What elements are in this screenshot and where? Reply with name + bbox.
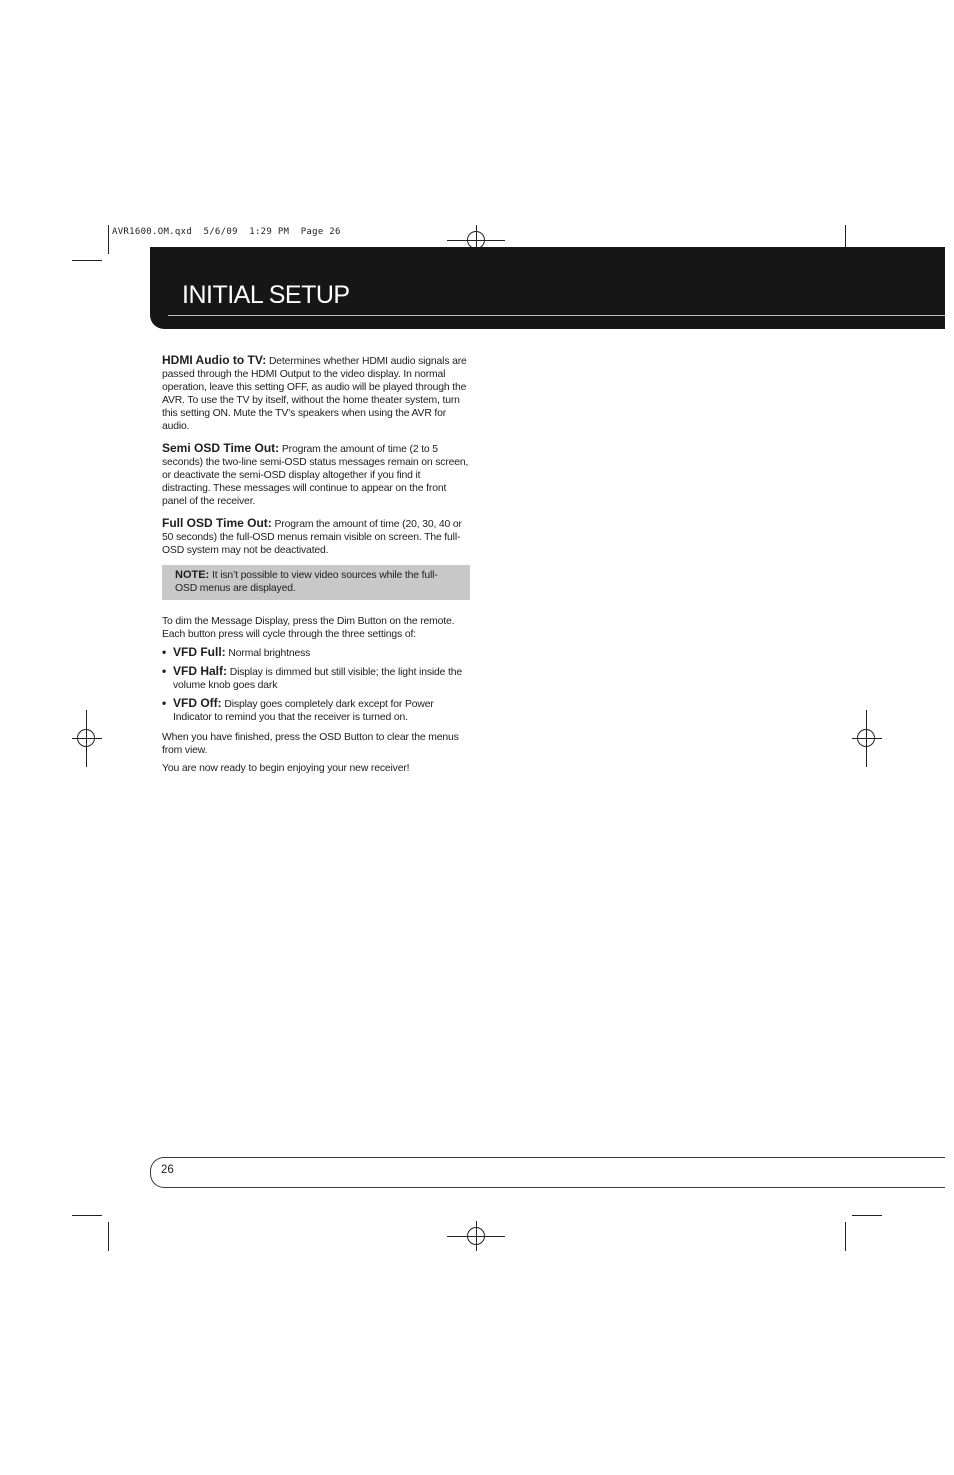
- registration-mark-icon: [857, 729, 875, 747]
- term-label: VFD Full:: [173, 645, 226, 659]
- bullet-icon: •: [162, 664, 167, 678]
- note-text: It isn’t possible to view video sources while the full-OSD menus are displayed.: [175, 570, 438, 594]
- body-column: [162, 354, 470, 784]
- paragraph-text: Program the amount of time (20, 30, 40 or 50 seconds) the full-OSD menus remain visible on screen. The full-OSD system may not be deactivated.: [162, 519, 462, 556]
- list-item-text: Display is dimmed but still visible; the light inside the volume knob goes dark: [173, 667, 463, 691]
- paragraph-text: Program the amount of time (2 to 5 seconds) the two-line semi-OSD status messages remain on screen, or deactivate the semi-OSD display altogether if you find it distracting. These messages will continue to appear on the front panel of the receiver.: [162, 444, 469, 507]
- crop-mark: [108, 1222, 109, 1251]
- bullet-icon: •: [162, 645, 167, 659]
- header-rule: [168, 315, 945, 316]
- list-item-text: Normal brightness: [228, 648, 311, 659]
- term-label: Semi OSD Time Out:: [162, 441, 280, 455]
- page-number: 26: [161, 1164, 174, 1176]
- bullet-icon: •: [162, 696, 167, 710]
- paragraph-text: Determines whether HDMI audio signals are passed through the HDMI Output to the video display. In normal operation, leave this setting OFF, as audio will be played through the AVR. To use the TV by itself, without the home theater system, turn this setting ON. Mute the TV’s speakers when using the AVR for audio.: [162, 356, 467, 432]
- print-slug: AVR1600.OM.qxd 5/6/09 1:29 PM Page 26: [112, 227, 341, 237]
- paragraph-dim-intro: To dim the Message Display, press the Dim Button on the remote. Each button press will cycle through the three settings of:: [162, 616, 455, 640]
- paragraph-closing: When you have finished, press the OSD Button to clear the menus from view.: [162, 732, 459, 756]
- crop-mark: [72, 260, 102, 261]
- term-label: HDMI Audio to TV:: [162, 353, 267, 367]
- paragraph-full-osd: [162, 517, 470, 557]
- crop-mark: [72, 1215, 102, 1216]
- list-item: [162, 697, 470, 724]
- paragraph-hdmi-audio: [162, 354, 470, 433]
- crop-mark: [852, 1215, 882, 1216]
- list-item: [162, 665, 470, 692]
- list-item-text: Display goes completely dark except for Power Indicator to remind you that the receiver is turned on.: [173, 699, 434, 723]
- crop-mark: [845, 1222, 846, 1251]
- page-title: INITIAL SETUP: [182, 281, 350, 309]
- crop-mark: [108, 225, 109, 254]
- paragraph-closing: You are now ready to begin enjoying your new receiver!: [162, 763, 410, 774]
- paragraph-semi-osd: [162, 442, 470, 508]
- note-box: [162, 565, 470, 600]
- list-item: [162, 646, 470, 660]
- term-label: Full OSD Time Out:: [162, 516, 272, 530]
- note-label: NOTE:: [175, 569, 210, 581]
- registration-mark-icon: [467, 1227, 485, 1245]
- registration-mark-icon: [77, 729, 95, 747]
- vfd-list: [162, 646, 470, 724]
- term-label: VFD Half:: [173, 664, 227, 678]
- page-footer-band: [150, 1157, 945, 1188]
- term-label: VFD Off:: [173, 696, 222, 710]
